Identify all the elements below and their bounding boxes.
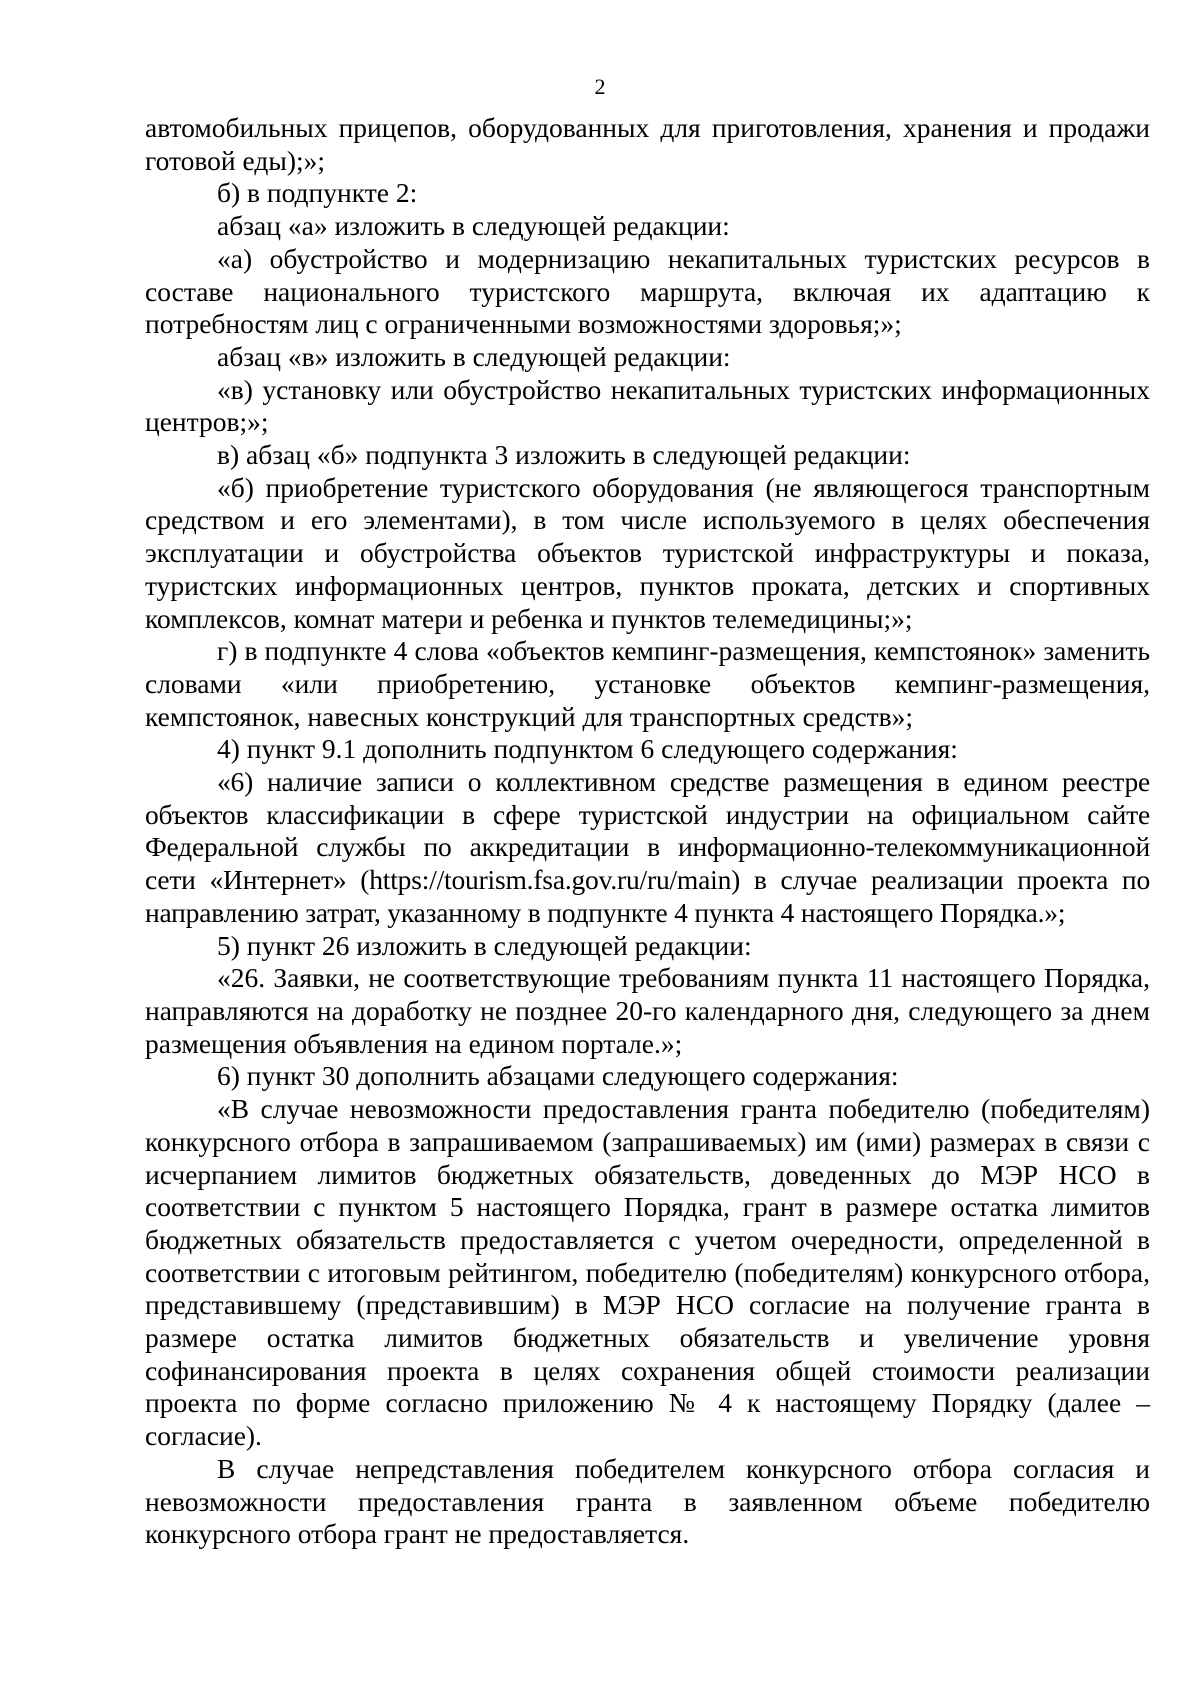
document-body [145, 112, 1150, 1551]
paragraph: 6) пункт 30 дополнить абзацами следующего содержания: [217, 1060, 899, 1092]
paragraph: 4) пункт 9.1 дополнить подпунктом 6 следующего содержания: [217, 733, 958, 765]
paragraph: «в) установку или обустройство некапитальных туристских информационных центров;»; [145, 373, 1150, 438]
paragraph: 5) пункт 26 изложить в следующей редакции: [217, 929, 752, 961]
paragraph: «б) приобретение туристского оборудования (не являющегося транспортным средством и его элементами), в том числе используемого в целях обеспечения эксплуатации и обустройства объектов туристской инфраструктуры и показа, туристских информационных центров, пунктов проката, детских и спортивных комплексов, комнат матери и ребенка и пунктов телемедицины;»; [145, 471, 1150, 634]
paragraph: в) абзац «б» подпункта 3 изложить в следующей редакции: [217, 439, 911, 471]
paragraph: абзац «в» изложить в следующей редакции: [217, 340, 731, 372]
paragraph: «6) наличие записи о коллективном средстве размещения в едином реестре объектов классификации в сфере туристской индустрии на официальном сайте Федеральной службы по аккредитации в информационно-телекоммуникационной сети «Интернет» (https://tourism.fsa.gov.ru/ru/main) в случае реализации проекта по направлению затрат, указанному в подпункте 4 пункта 4 настоящего Порядка.»; [145, 766, 1150, 928]
paragraph: «В случае невозможности предоставления гранта победителю (победителям) конкурсного отбора в запрашиваемом (запрашиваемых) им (ими) размерах в связи с исчерпанием лимитов бюджетных обязательств, доведенных до МЭР НСО в соответствии с пунктом 5 настоящего Порядка, грант в размере остатка лимитов бюджетных обязательств предоставляется с учетом очередности, определенной в соответствии с итоговым рейтингом, победителю (победителям) конкурсного отбора, представившему (представившим) в МЭР НСО согласие на получение гранта в размере остатка лимитов бюджетных обязательств и увеличение уровня софинансирования проекта в целях сохранения общей стоимости реализации проекта по форме согласно приложению № 4 к настоящему Порядку (далее – согласие). [145, 1093, 1150, 1452]
paragraph: г) в подпункте 4 слова «объектов кемпинг-размещения, кемпстоянок» заменить словами «или приобретению, установке объектов кемпинг-размещения, кемпстоянок, навесных конструкций для транспортных средств»; [145, 635, 1150, 732]
paragraph: «26. Заявки, не соответствующие требованиям пункта 11 настоящего Порядка, направляются на доработку не позднее 20-го календарного дня, следующего за днем размещения объявления на едином портале.»; [145, 962, 1150, 1059]
paragraph: б) в подпункте 2: [217, 177, 418, 209]
page-number: 2 [594, 74, 606, 99]
paragraph: «а) обустройство и модернизацию некапитальных туристских ресурсов в составе национального туристского маршрута, включая их адаптацию к потребностям лиц с ограниченными возможностями здоровья;»; [145, 242, 1150, 340]
paragraph: автомобильных прицепов, оборудованных для приготовления, хранения и продажи готовой еды);»; [145, 112, 1150, 176]
paragraph: В случае непредставления победителем конкурсного отбора согласия и невозможности предоставления гранта в заявленном объеме победителю конкурсного отбора грант не предоставляется. [145, 1452, 1150, 1550]
paragraph: абзац «а» изложить в следующей редакции: [217, 210, 730, 242]
